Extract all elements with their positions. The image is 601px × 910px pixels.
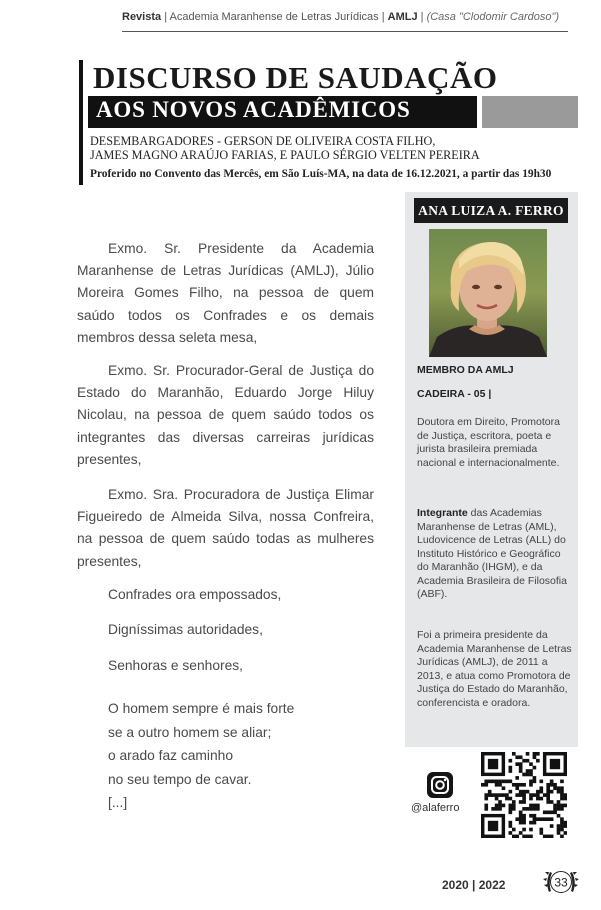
salutation-2: Digníssimas autoridades, (108, 622, 263, 637)
header-sep: | (381, 11, 388, 23)
header-magazine: Revista (122, 11, 162, 23)
member-label: MEMBRO DA AMLJ (417, 364, 514, 376)
instagram-icon[interactable] (427, 772, 453, 798)
title-gray-block (482, 96, 578, 128)
honorees-line2: JAMES MAGNO ARAÚJO FARIAS, E PAULO SÉRGIO VELTEN PEREIRA (90, 148, 480, 162)
author-photo (429, 229, 547, 357)
author-bio-2-bold: Integrante (417, 507, 468, 519)
honorees (90, 134, 480, 162)
footer-year-b: 2022 (478, 878, 506, 892)
author-bio-2 (417, 507, 573, 602)
header-abbr: AMLJ (387, 11, 418, 23)
header-rule (122, 31, 568, 32)
footer-year-a: 2020 (442, 878, 469, 892)
paragraph-3: Exmo. Sra. Procuradora de Justiça Elimar Figueiredo de Almeida Silva, nossa Confreira, na pessoa de quem saúdo todas as mulheres presentes, (77, 487, 374, 569)
poem-line: [...] (108, 795, 128, 810)
honorees-line1: DESEMBARGADORES - GERSON DE OLIVEIRA COSTA FILHO, (90, 134, 436, 148)
header-academy: Academia Maranhense de Letras Jurídicas (169, 11, 379, 23)
instagram-handle[interactable]: @alaferro (411, 802, 460, 814)
header-sep: | (164, 11, 170, 23)
poem (108, 697, 294, 815)
header-sep: | (420, 11, 427, 23)
title-accent-bar (79, 60, 83, 185)
author-bio-3: Foi a primeira presidente da Academia Maranhense de Letras Jurídicas (AMLJ), de 2011 a 2013, e atua como Promotora de Justiça do Estado do Maranhão, conferencista e oradora. (417, 629, 572, 709)
poem-line: no seu tempo de cavar. (108, 771, 252, 787)
poem-line: O homem sempre é mais forte (108, 701, 295, 716)
salutation-3: Senhoras e senhores, (108, 658, 243, 673)
author-name: ANA LUIZA A. FERRO (414, 198, 568, 223)
author-bio-2-text: das Academias Maranhense de Letras (AML), Ludovicence de Letras (ALL) do Instituto Histórico e Geográfico do Maranhão (IHGM), e da Academia Brasileira de Filosofia (ABF). (417, 507, 567, 600)
salutation-1: Confrades ora empossados, (108, 587, 282, 602)
qr-code[interactable] (481, 752, 567, 838)
article-subtitle: Proferido no Convento das Mercês, em São Luís-MA, na data de 16.12.2021, a partir das 19h30 (90, 168, 552, 180)
paragraph-2: Exmo. Sr. Procurador-Geral de Justiça do Estado do Maranhão, Eduardo Jorge Hiluy Nicolau, na pessoa de quem saúdo todos os integrantes das diversas carreiras jurídicas presentes, (77, 363, 374, 467)
chair-label: CADEIRA - 05 | (417, 388, 492, 400)
author-bio-1: Doutora em Direito, Promotora de Justiça, escritora, poeta e jurista brasileira premiada nacional e internacionalmente. (417, 416, 560, 469)
poem-line: se a outro homem se aliar; (108, 724, 272, 740)
poem-line: o arado faz caminho (108, 748, 234, 763)
running-header (122, 11, 559, 23)
article-title: DISCURSO DE SAUDAÇÃO (93, 60, 498, 95)
header-house: (Casa "Clodomir Cardoso") (426, 11, 560, 23)
page-number-badge (543, 864, 579, 900)
paragraph-1: Exmo. Sr. Presidente da Academia Maranhense de Letras Jurídicas (AMLJ), Júlio Moreira Gomes Filho, na pessoa de quem saúdo todos os Confrades e os demais membros dessa seleta mesa, (77, 241, 374, 345)
footer-years (442, 878, 505, 892)
page-number: 33 (554, 875, 568, 890)
footer-sep: | (472, 878, 479, 892)
article-title-line2: AOS NOVOS ACADÊMICOS (96, 97, 411, 122)
